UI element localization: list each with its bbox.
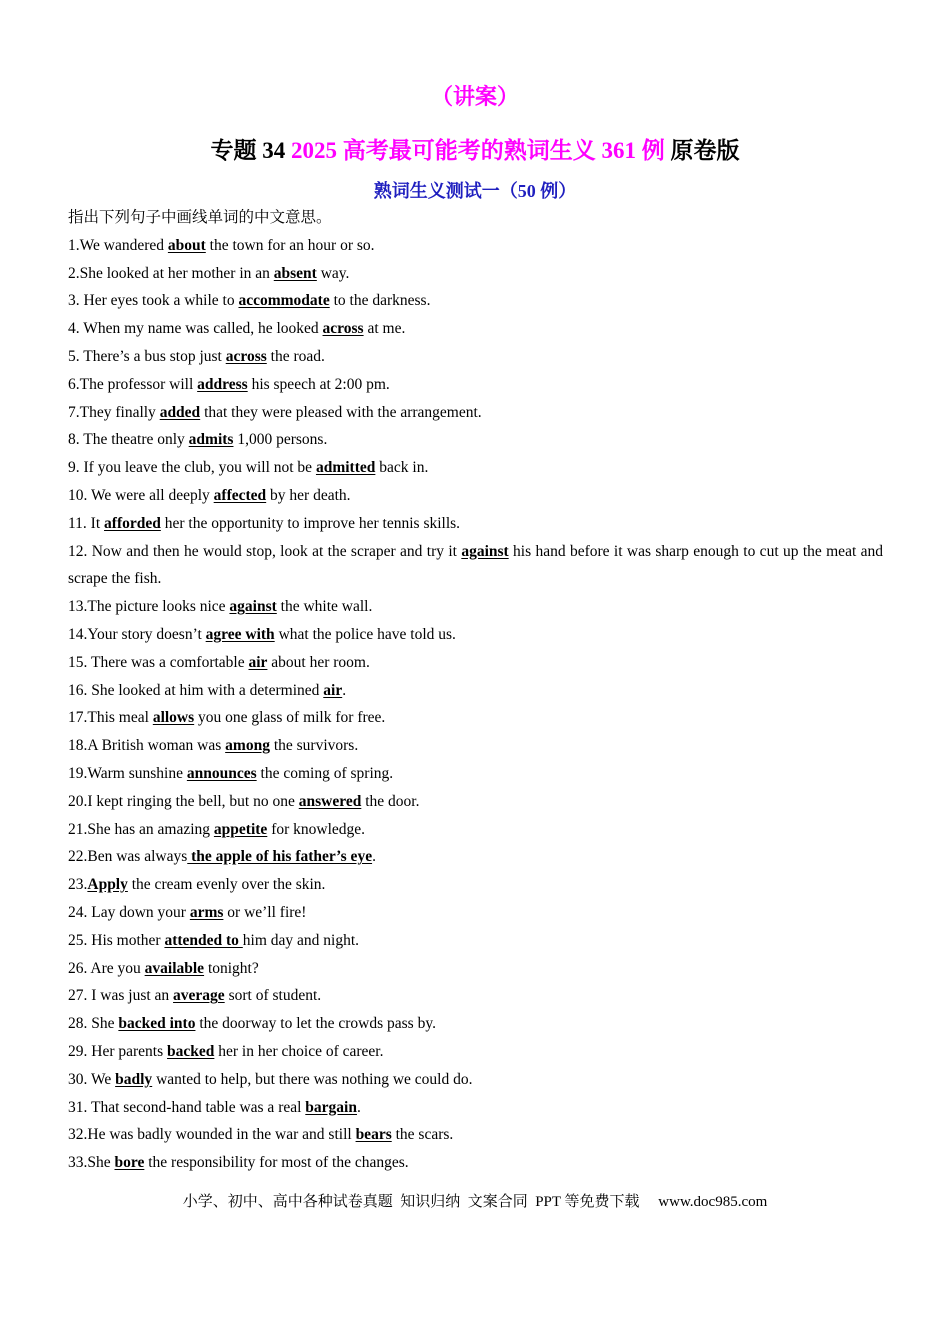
item-text-before: 12. Now and then he would stop, look at the scraper and try it xyxy=(68,542,462,560)
item-text-before: 6.The professor will xyxy=(68,375,198,393)
item-text-after: her in her choice of career. xyxy=(214,1042,384,1060)
exercise-item xyxy=(68,1121,883,1149)
exercise-item xyxy=(68,732,883,760)
exercise-item xyxy=(68,343,883,371)
exercise-item xyxy=(68,955,883,983)
exercise-item xyxy=(68,1010,883,1038)
item-text-after: 1,000 persons. xyxy=(233,431,328,449)
instruction-text: 指出下列句子中画线单词的中文意思。 xyxy=(68,209,332,226)
underlined-keyword: answered xyxy=(298,792,362,810)
underlined-keyword: agree with xyxy=(205,625,275,643)
item-text-before: 8. The theatre only xyxy=(68,431,189,449)
item-text-before: 28. She xyxy=(68,1015,119,1033)
exercise-item xyxy=(68,621,883,649)
item-text-after: sort of student. xyxy=(224,987,322,1005)
item-text-after: to the darkness. xyxy=(329,292,431,310)
exercise-item xyxy=(68,287,883,315)
title-suffix: 原卷版 xyxy=(664,138,740,163)
item-text-before: 7.They finally xyxy=(68,403,160,421)
exercise-item xyxy=(68,871,883,899)
item-text-before: 17.This meal xyxy=(68,709,153,727)
item-text-after: the coming of spring. xyxy=(256,764,394,782)
underlined-keyword: admitted xyxy=(315,459,376,477)
underlined-keyword: backed xyxy=(167,1042,215,1060)
item-text-before: 2.She looked at her mother in an xyxy=(68,264,274,282)
item-text-before: 21.She has an amazing xyxy=(68,820,214,838)
underlined-keyword: across xyxy=(322,320,364,338)
underlined-keyword: bears xyxy=(355,1126,392,1144)
item-text-after: wanted to help, but there was nothing we could do. xyxy=(152,1070,473,1088)
exercise-item xyxy=(68,704,883,732)
exercise-list xyxy=(68,204,883,1177)
section-title: 熟词生义测试一（50 例） xyxy=(373,181,577,201)
item-text-before: 15. There was a comfortable xyxy=(68,653,249,671)
item-text-before: 25. His mother xyxy=(68,931,165,949)
underlined-keyword: allows xyxy=(152,709,195,727)
item-text-after: his speech at 2:00 pm. xyxy=(247,375,390,393)
item-text-before: 22.Ben was always xyxy=(68,848,188,866)
item-text-after: tonight? xyxy=(204,959,259,977)
page-title xyxy=(0,132,950,165)
item-text-after: . xyxy=(342,681,347,699)
item-text-after: by her death. xyxy=(266,486,351,504)
lecture-subtitle: （讲案） xyxy=(430,84,519,109)
exercise-item xyxy=(68,426,883,454)
item-text-before: 24. Lay down your xyxy=(68,903,190,921)
item-text-after: that they were pleased with the arrangement. xyxy=(200,403,482,421)
item-text-after: the door. xyxy=(361,792,420,810)
item-text-before: 11. It xyxy=(68,514,105,532)
exercise-item xyxy=(68,927,883,955)
item-text-before: 32.He was badly wounded in the war and still xyxy=(68,1126,356,1144)
item-text-before: 23. xyxy=(68,876,88,894)
exercise-item xyxy=(68,399,883,427)
item-text-before: 26. Are you xyxy=(68,959,145,977)
underlined-keyword: against xyxy=(461,542,509,560)
underlined-keyword: absent xyxy=(273,264,317,282)
item-text-before: 13.The picture looks nice xyxy=(68,598,230,616)
exercise-item xyxy=(68,649,883,677)
exercise-item xyxy=(68,1066,883,1094)
item-text-after: the white wall. xyxy=(276,598,373,616)
item-text-after: him day and night. xyxy=(242,931,360,949)
exercise-item xyxy=(68,899,883,927)
exercise-item xyxy=(68,371,883,399)
exercise-item xyxy=(68,260,883,288)
item-text-before: 31. That second-hand table was a real xyxy=(68,1098,306,1116)
underlined-keyword: against xyxy=(229,598,277,616)
item-text-after: the survivors. xyxy=(269,737,359,755)
exercise-item xyxy=(68,760,883,788)
item-text-after: the town for an hour or so. xyxy=(205,236,375,254)
item-text-before: 5. There’s a bus stop just xyxy=(68,347,226,365)
underlined-keyword: accommodate xyxy=(238,292,330,310)
underlined-keyword: the apple of his father’s eye xyxy=(187,848,373,866)
underlined-keyword: arms xyxy=(189,903,224,921)
item-text-after: about her room. xyxy=(267,653,370,671)
underlined-keyword: added xyxy=(159,403,201,421)
item-text-after: way. xyxy=(316,264,350,282)
exercise-item xyxy=(68,454,883,482)
underlined-keyword: affected xyxy=(213,486,267,504)
item-text-after: the responsibility for most of the changes. xyxy=(144,1154,409,1172)
exercise-item xyxy=(68,593,883,621)
underlined-keyword: afforded xyxy=(104,514,161,532)
underlined-keyword: air xyxy=(248,653,268,671)
item-text-after: his hand before it was sharp enough to cut up the meat and scrape the fish. xyxy=(68,542,883,588)
underlined-keyword: Apply xyxy=(87,876,128,894)
underlined-keyword: appetite xyxy=(213,820,268,838)
underlined-keyword: address xyxy=(197,375,248,393)
underlined-keyword: backed into xyxy=(118,1015,196,1033)
item-text-before: 3. Her eyes took a while to xyxy=(68,292,239,310)
underlined-keyword: available xyxy=(144,959,205,977)
exercise-item xyxy=(68,538,883,594)
item-text-before: 4. When my name was called, he looked xyxy=(68,320,323,338)
underlined-keyword: bore xyxy=(114,1154,145,1172)
item-text-before: 14.Your story doesn’t xyxy=(68,625,206,643)
item-text-before: 27. I was just an xyxy=(68,987,174,1005)
exercise-items xyxy=(68,232,883,1177)
title-highlight: 2025 高考最可能考的熟词生义 361 例 xyxy=(291,138,665,163)
item-text-after: back in. xyxy=(375,459,429,477)
underlined-keyword: air xyxy=(323,681,343,699)
item-text-before: 16. She looked at him with a determined xyxy=(68,681,324,699)
title-prefix: 专题 34 xyxy=(210,138,291,163)
item-text-after: the road. xyxy=(266,347,325,365)
exercise-item xyxy=(68,1094,883,1122)
item-text-before: 1.We wandered xyxy=(68,236,168,254)
footer-text: 小学、初中、高中各种试卷真题 知识归纳 文案合同 PPT 等免费下载 www.doc985.com xyxy=(182,1194,768,1210)
item-text-before: 29. Her parents xyxy=(68,1042,167,1060)
item-text-before: 30. We xyxy=(68,1070,116,1088)
item-text-before: 33.She xyxy=(68,1154,115,1172)
item-text-after: at me. xyxy=(363,320,406,338)
underlined-keyword: bargain xyxy=(305,1098,357,1116)
item-text-before: 10. We were all deeply xyxy=(68,486,214,504)
item-text-after: for knowledge. xyxy=(267,820,366,838)
exercise-item xyxy=(68,1038,883,1066)
exercise-item xyxy=(68,788,883,816)
item-text-after: the doorway to let the crowds pass by. xyxy=(195,1015,436,1033)
item-text-after: the cream evenly over the skin. xyxy=(127,876,326,894)
exercise-item xyxy=(68,482,883,510)
exercise-item xyxy=(68,982,883,1010)
item-text-before: 19.Warm sunshine xyxy=(68,764,187,782)
item-text-after: . xyxy=(372,848,376,866)
exercise-item xyxy=(68,843,883,871)
underlined-keyword: attended to xyxy=(164,931,243,949)
underlined-keyword: badly xyxy=(115,1070,153,1088)
item-text-after: her the opportunity to improve her tennis skills. xyxy=(160,514,461,532)
exercise-item xyxy=(68,816,883,844)
item-text-before: 9. If you leave the club, you will not be xyxy=(68,459,316,477)
exercise-item xyxy=(68,232,883,260)
item-text-after: what the police have told us. xyxy=(274,625,456,643)
item-text-after: you one glass of milk for free. xyxy=(194,709,386,727)
item-text-before: 20.I kept ringing the bell, but no one xyxy=(68,792,299,810)
exercise-item xyxy=(68,677,883,705)
underlined-keyword: among xyxy=(225,737,270,755)
underlined-keyword: about xyxy=(167,236,206,254)
exercise-item xyxy=(68,1149,883,1177)
underlined-keyword: admits xyxy=(188,431,234,449)
underlined-keyword: average xyxy=(173,987,225,1005)
exercise-item xyxy=(68,315,883,343)
item-text-before: 18.A British woman was xyxy=(68,737,226,755)
underlined-keyword: announces xyxy=(186,764,257,782)
underlined-keyword: across xyxy=(225,347,267,365)
item-text-after: . xyxy=(356,1098,361,1116)
exercise-item xyxy=(68,510,883,538)
item-text-after: the scars. xyxy=(391,1126,454,1144)
item-text-after: or we’ll fire! xyxy=(223,903,307,921)
